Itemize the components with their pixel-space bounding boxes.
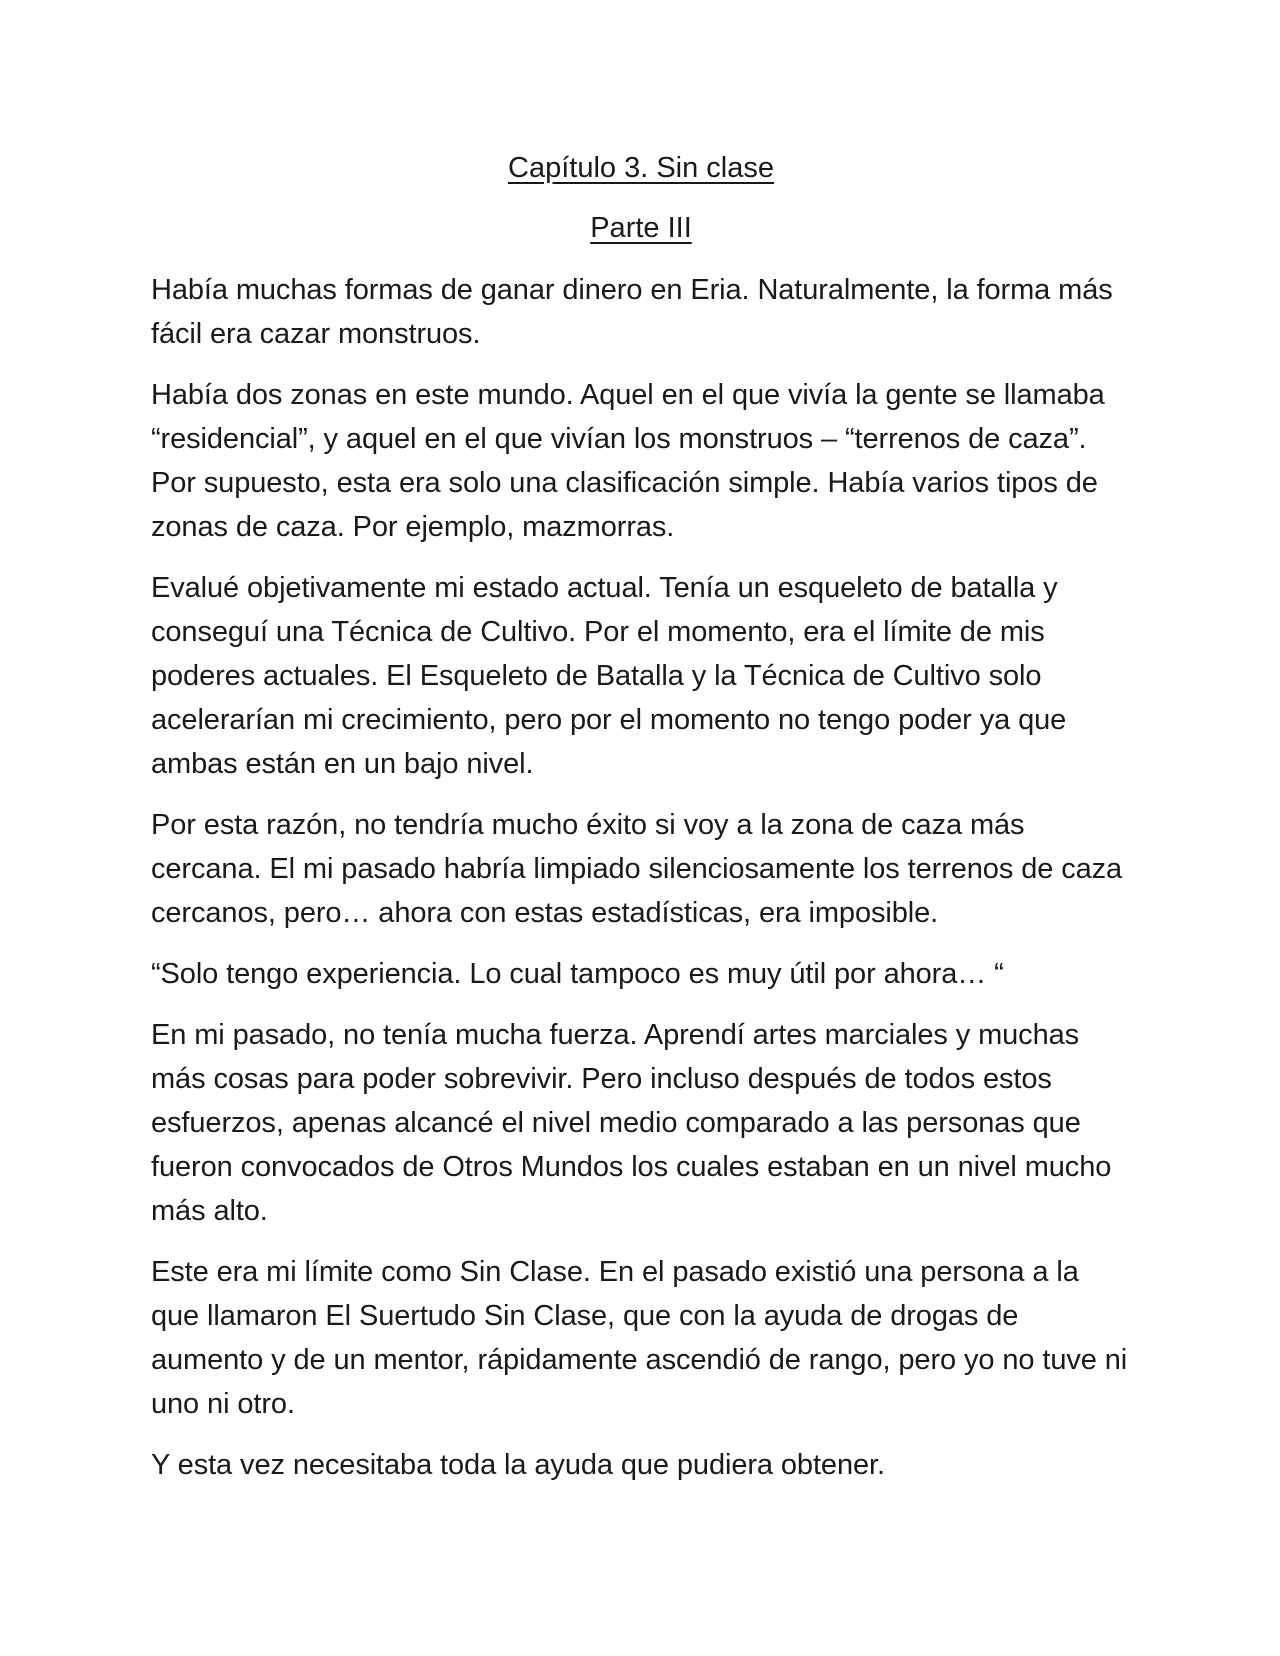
paragraph-6: En mi pasado, no tenía mucha fuerza. Aprendí artes marciales y muchas más cosas para poder sobrevivir. Pero incluso después de todos estos esfuerzos, apenas alcancé el nivel medio comparado a las personas que fueron convocados de Otros Mundos los cuales estaban en un nivel mucho más alto.	[151, 1019, 1112, 1227]
paragraph-2: Había dos zonas en este mundo. Aquel en el que vivía la gente se llamaba “residencial”, y aquel en el que vivían los monstruos – “terrenos de caza”. Por supuesto, esta era solo una clasificación simple. Había varios tipos de zonas de caza. Por ejemplo, mazmorras.	[151, 379, 1105, 543]
part-title: Parte III	[590, 212, 692, 244]
paragraph-3: Evalué objetivamente mi estado actual. Tenía un esqueleto de batalla y conseguí una Técnica de Cultivo. Por el momento, era el límite de mis poderes actuales. El Esqueleto de Batalla y la Técnica de Cultivo solo acelerarían mi crecimiento, pero por el momento no tengo poder ya que ambas están en un bajo nivel.	[151, 572, 1067, 780]
chapter-title: Capítulo 3. Sin clase	[508, 152, 774, 184]
paragraph-1: Había muchas formas de ganar dinero en Eria. Naturalmente, la forma más fácil era cazar monstruos.	[151, 274, 1113, 350]
paragraph-7: Este era mi límite como Sin Clase. En el pasado existió una persona a la que llamaron El Suertudo Sin Clase, que con la ayuda de drogas de aumento y de un mentor, rápidamente ascendió de rango, pero yo no tuve ni uno ni otro.	[151, 1256, 1128, 1420]
paragraph-4: Por esta razón, no tendría mucho éxito si voy a la zona de caza más cercana. El mi pasado habría limpiado silenciosamente los terrenos de caza cercanos, pero… ahora con estas estadísticas, era imposible.	[151, 809, 1123, 929]
paragraph-5: “Solo tengo experiencia. Lo cual tampoco es muy útil por ahora… “	[151, 958, 1004, 990]
paragraph-8: Y esta vez necesitaba toda la ayuda que pudiera obtener.	[151, 1449, 885, 1481]
document-body	[151, 148, 1131, 1504]
